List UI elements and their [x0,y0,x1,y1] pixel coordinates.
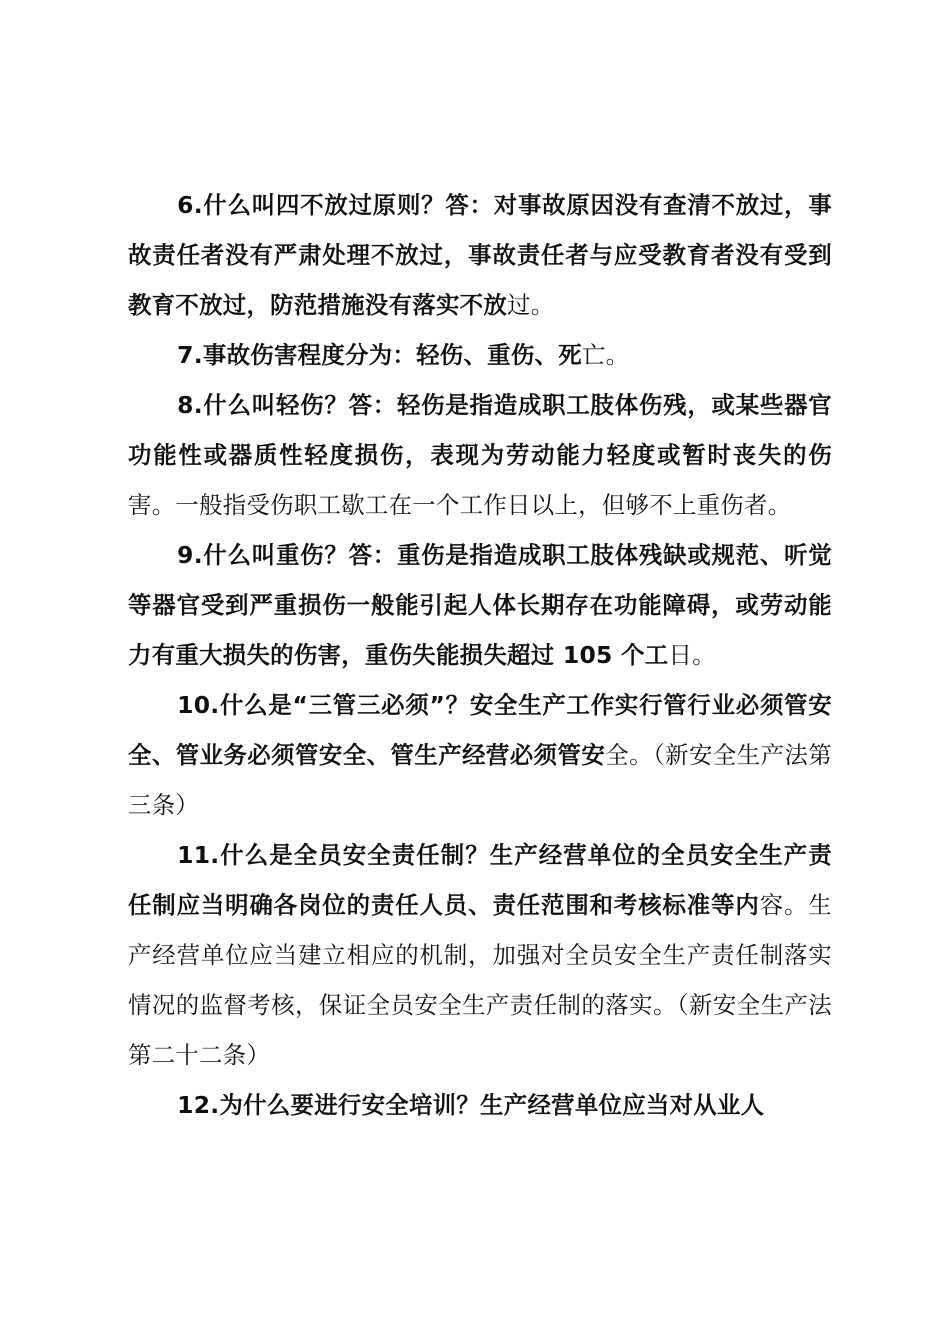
paragraph-item-12 [128,1080,832,1130]
paragraph-bold-text: 11.什么是全员安全责任制？生产经营单位的全员安全生产责任制应当明确各岗位的责任人员、责任范围和考核标准等内 [128,841,832,919]
paragraph-item-6 [128,180,832,330]
paragraph-normal-text: 容。生产经营单位应当建立相应的机制，加强对全员安全生产责任制落实情况的监督考核，保证全员安全生产责任制的落实。（新安全生产法第二十二条） [128,891,832,1069]
paragraph-normal-text: 害。一般指受伤职工歇工在一个工作日以上，但够不上重伤者。 [128,491,792,519]
paragraph-item-8 [128,380,832,530]
paragraph-bold-text: 8.什么叫轻伤？答：轻伤是指造成职工肢体伤残，或某些器官功能性或器质性轻度损伤，表现为劳动能力轻度或暂时丧失的伤 [128,391,832,469]
paragraph-bold-text: 12.为什么要进行安全培训？生产经营单位应当对从业人 [177,1091,765,1119]
paragraph-item-7 [128,330,832,380]
paragraph-bold-text: 7.事故伤害程度分为：轻伤、重伤、死 [177,341,582,369]
document-page [128,180,832,1130]
paragraph-item-10 [128,680,832,830]
paragraph-normal-text: 亡。 [581,341,630,369]
paragraph-bold-text: 10.什么是“三管三必须”？安全生产工作实行管行业必须管安全、管业务必须管安全、管生产经营必须管安 [128,691,832,769]
paragraph-item-9 [128,530,832,680]
paragraph-bold-text: 9.什么叫重伤？答：重伤是指造成职工肢体残缺或规范、听觉等器官受到严重损伤一般能引起人体长期存在功能障碍，或劳动能力有重大损失的伤害，重伤失能损失超过 105 个工 [128,541,832,669]
paragraph-bold-text: 6.什么叫四不放过原则？答：对事故原因没有查清不放过，事故责任者没有严肃处理不放过，事故责任者与应受教育者没有受到教育不放过，防范措施没有落实不放 [128,191,832,319]
paragraph-normal-text: 日。 [668,641,716,669]
paragraph-normal-text: 全。（新安全生产法第三条） [128,741,832,819]
paragraph-item-11 [128,830,832,1080]
paragraph-normal-text: 过。 [507,291,555,319]
